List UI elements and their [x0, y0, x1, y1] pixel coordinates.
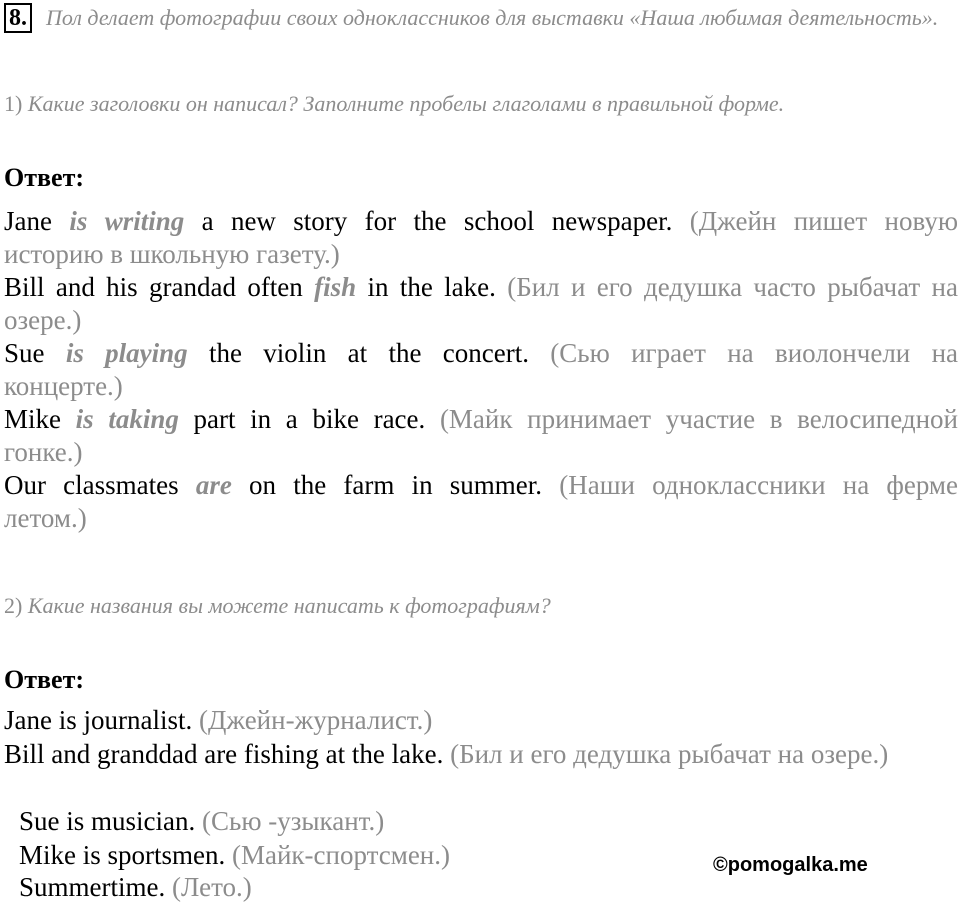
- caption-1-translation: (Джейн-журналист.): [198, 705, 433, 735]
- caption-line-4: [19, 840, 450, 871]
- answer-line-2-pre: Bill and his grandad often: [4, 272, 315, 302]
- caption-line-2: [4, 739, 888, 770]
- question-2-text: Какие названия вы можете написать к фотографиям?: [27, 593, 551, 618]
- answer-line-2: [4, 271, 958, 337]
- caption-line-5: [19, 872, 252, 903]
- answer-line-5-verb: are: [195, 470, 232, 500]
- answer-line-3: [4, 337, 958, 403]
- caption-5-translation: (Лето.): [171, 872, 252, 902]
- answer-line-1: [4, 205, 958, 271]
- answer-line-1-verb: is writing: [69, 206, 185, 236]
- answer-line-1-post: a new story for the school newspaper.: [184, 206, 690, 236]
- question-1-number: 1): [4, 91, 23, 116]
- caption-2-translation: (Бил и его дедушка рыбачат на озере.): [450, 739, 889, 769]
- answer-line-1-translation-cont: историю в школьную газету.): [4, 239, 340, 269]
- answer-line-2-translation: (Бил и его дедушка часто рыбачат на: [507, 272, 958, 302]
- answer-line-4-post: part in a bike race.: [178, 404, 440, 434]
- question-2: [4, 593, 551, 619]
- answer-line-4-pre: Mike: [4, 404, 76, 434]
- answer-line-5-pre: Our classmates: [4, 470, 196, 500]
- answer-line-3-post: the violin at the concert.: [187, 338, 551, 368]
- caption-1-en: Jane is journalist.: [4, 705, 199, 735]
- answer-line-3-pre: Sue: [4, 338, 66, 368]
- answer-line-2-verb: fish: [314, 272, 357, 302]
- watermark: ©pomogalka.me: [713, 854, 868, 876]
- caption-line-1: [4, 705, 432, 736]
- answer-1-block: [4, 205, 958, 535]
- question-1-text: Какие заголовки он написал? Заполните пробелы глаголами в правильной форме.: [27, 91, 785, 116]
- caption-line-3: [19, 806, 384, 837]
- caption-4-translation: (Майк-спортсмен.): [232, 840, 450, 870]
- task-text: Пол делает фотографии своих одноклассников для выставки «Наша любимая деятельность».: [46, 5, 939, 30]
- answer-line-3-translation: (Сью играет на виолончели на: [550, 338, 958, 368]
- task-number: 8.: [4, 3, 32, 33]
- answer-line-4-verb: is taking: [75, 404, 179, 434]
- answer-line-1-translation: (Джейн пишет новую: [689, 206, 958, 236]
- answer-line-5-translation-cont: летом.): [4, 503, 87, 533]
- answer-line-3-verb: is playing: [65, 338, 188, 368]
- answer-line-5-translation: (Наши одноклассники на ферме: [559, 470, 959, 500]
- answer-line-5: [4, 469, 958, 535]
- answer-line-1-pre: Jane: [4, 206, 70, 236]
- task-statement: [4, 2, 956, 33]
- caption-5-en: Summertime.: [19, 872, 172, 902]
- answer-line-3-translation-cont: концерте.): [4, 371, 123, 401]
- answer-label-2: Ответ:: [4, 665, 85, 694]
- answer-line-2-translation-cont: озере.): [4, 305, 82, 335]
- answer-line-4: [4, 403, 958, 469]
- caption-3-translation: (Сью -узыкант.): [202, 806, 385, 836]
- answer-line-4-translation: (Майк принимает участие в велосипедной: [439, 404, 958, 434]
- question-1: [4, 91, 784, 117]
- question-2-number: 2): [4, 593, 23, 618]
- caption-4-en: Mike is sportsmen.: [19, 840, 232, 870]
- answer-line-4-translation-cont: гонке.): [4, 437, 83, 467]
- caption-3-en: Sue is musician.: [19, 806, 202, 836]
- caption-2-en: Bill and granddad are fishing at the lake.: [4, 739, 451, 769]
- answer-label-1: Ответ:: [4, 163, 85, 192]
- answer-line-2-post: in the lake.: [356, 272, 508, 302]
- answer-line-5-post: on the farm in summer.: [231, 470, 560, 500]
